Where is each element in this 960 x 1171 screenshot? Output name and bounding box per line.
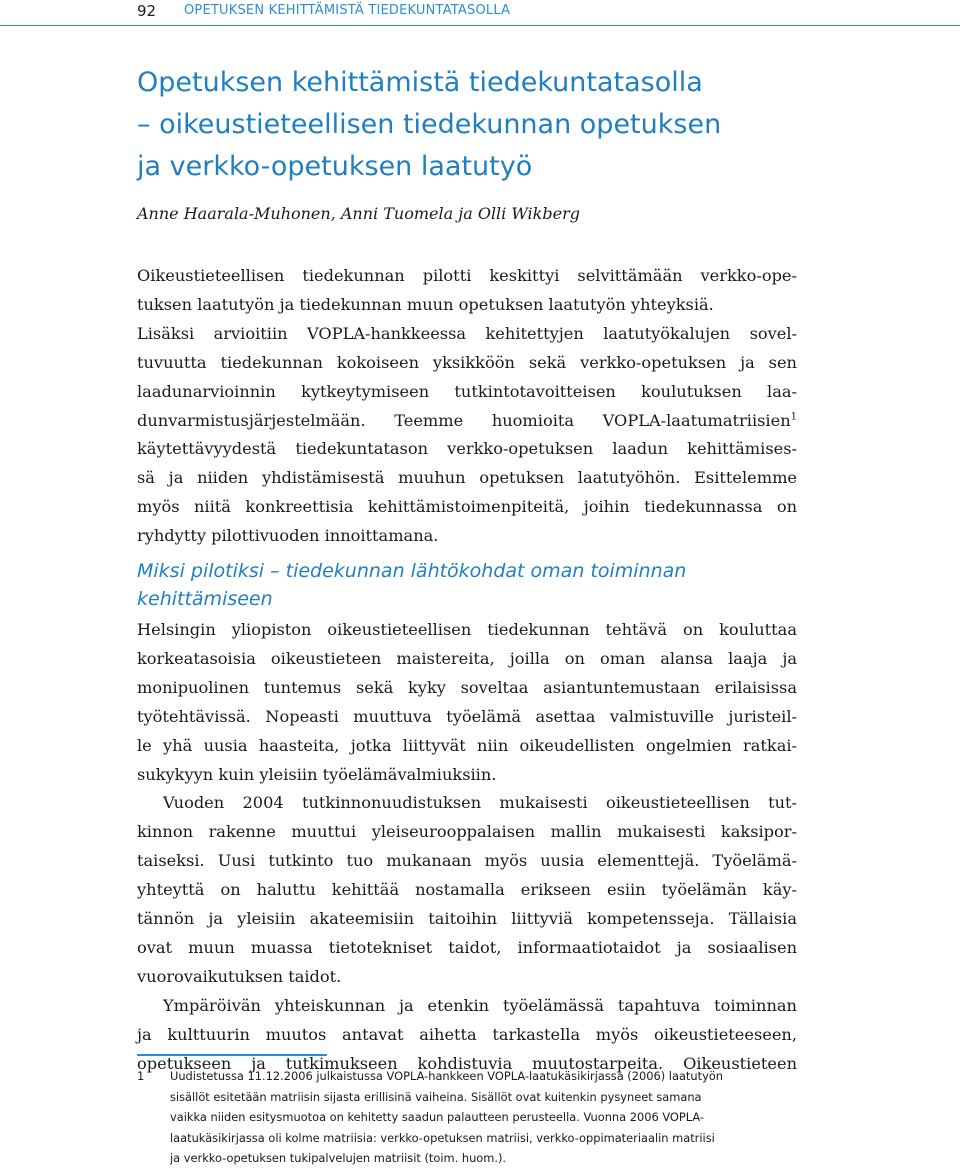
page-header [0, 0, 960, 26]
text-line: työtehtävissä. Nopeasti muuttuva työelämä asettaa valmistuville juristeil- [137, 706, 797, 726]
footnote-line: sisällöt esitetään matriisin sijasta erillisinä vaiheina. Sisällöt ovat kuitenkin pysyneet samana [170, 1089, 702, 1104]
footnote-number: 1 [137, 1069, 145, 1083]
abstract-paragraph [137, 262, 797, 551]
footnote-line: vaikka niiden esitysmuotoa on kehitetty saadun palautteen perusteella. Vuonna 2006 VOPLA- [170, 1110, 705, 1124]
text-line: vuorovaikutuksen taidot. [137, 966, 342, 986]
text-line: tuvuutta tiedekunnan kokoiseen yksikköön sekä verkko-opetuksen ja sen [137, 352, 797, 372]
footnote-text [170, 1066, 797, 1169]
text-line: laadunarvioinnin kytkeytymiseen tutkintotavoitteisen koulutuksen laa- [137, 381, 797, 401]
text-line: monipuolinen tuntemus sekä kyky soveltaa asiantuntemustaan erilaisissa [137, 677, 797, 697]
page-number: 92 [137, 2, 157, 20]
footnote-line: laatukäsikirjassa oli kolme matriisia: verkko-opetuksen matriisi, verkko-oppimateriaalin matriisi [170, 1130, 715, 1145]
text-line: ryhdytty pilottivuoden innoittamana. [137, 526, 439, 546]
title-line: ja verkko-opetuksen laatutyö [137, 151, 533, 182]
text-line: myös niitä konkreettisia kehittämistoimenpiteitä, joihin tiedekunnassa on [137, 497, 797, 517]
text-fragment: dunvarmistusjärjestelmään. Teemme huomioita VOPLA-laatumatriisien [137, 410, 791, 430]
footnote-line: ja verkko-opetuksen tukipalvelujen matriisit (toim. huom.). [170, 1151, 507, 1165]
heading-line: kehittämiseen [137, 588, 273, 610]
text-line: ovat muun muassa tietotekniset taidot, informaatiotaidot ja sosiaalisen [137, 937, 797, 957]
text-line: Vuoden 2004 tutkinnonuudistuksen mukaisesti oikeustieteellisen tut- [163, 793, 797, 813]
text-line: Ympäröivän yhteiskunnan ja etenkin työelämässä tapahtuva toiminnan [163, 995, 797, 1015]
text-line: sä ja niiden yhdistämisestä muuhun opetuksen laatutyöhön. Esittelemme [137, 468, 797, 488]
footnote-marker: 1 [790, 411, 797, 423]
text-line [137, 407, 797, 436]
section-heading [137, 557, 686, 613]
title-line: – oikeustieteellisen tiedekunnan opetuksen [137, 109, 722, 140]
text-line: sukykyyn kuin yleisiin työelämävalmiuksiin. [137, 764, 497, 784]
text-line: käytettävyydestä tiedekuntatason verkko-opetuksen laadun kehittämises- [137, 439, 797, 459]
text-line: opetukseen ja tutkimukseen kohdistuvia muutostarpeita. Oikeustieteen [137, 1053, 797, 1073]
text-line: ja kulttuurin muutos antavat aihetta tarkastella myös oikeustieteeseen, [137, 1024, 797, 1044]
section-body [137, 616, 797, 1079]
article-title [137, 62, 721, 188]
text-line: yhteyttä on haluttu kehittää nostamalla erikseen esiin työelämän käy- [137, 880, 797, 900]
heading-line: Miksi pilotiksi – tiedekunnan lähtökohdat oman toiminnan [137, 560, 687, 582]
text-line: kinnon rakenne muuttui yleiseurooppalaisen mallin mukaisesti kaksipor- [137, 822, 797, 842]
text-line: korkeatasoisia oikeustieteen maistereita, joilla on oman alansa laaja ja [137, 648, 797, 668]
text-line: tännön ja yleisiin akateemisiin taitoihin liittyviä kompetensseja. Tällaisia [137, 909, 797, 929]
title-line: Opetuksen kehittämistä tiedekuntatasolla [137, 67, 703, 98]
text-line: tuksen laatutyön ja tiedekunnan muun opetuksen laatutyön yhteyksiä. [137, 294, 714, 314]
footnote-divider [137, 1054, 327, 1056]
footnote-line: Uudistetussa 11.12.2006 julkaistussa VOPLA-hankkeen VOPLA-laatukäsikirjassa (2006) laatutyön [170, 1069, 724, 1083]
running-head: OPETUKSEN KEHITTÄMISTÄ TIEDEKUNTATASOLLA [184, 3, 511, 18]
text-line: Lisäksi arvioitiin VOPLA-hankkeessa kehitettyjen laatutyökalujen sovel- [137, 323, 797, 343]
text-line: taiseksi. Uusi tutkinto tuo mukanaan myös uusia elementtejä. Työelämä- [137, 851, 797, 871]
text-line: Oikeustieteellisen tiedekunnan pilotti keskittyi selvittämään verkko-ope- [137, 266, 797, 285]
authors-line: Anne Haarala-Muhonen, Anni Tuomela ja Olli Wikberg [137, 204, 580, 223]
text-line: le yhä uusia haasteita, jotka liittyvät niin oikeudellisten ongelmien ratkai- [137, 735, 797, 755]
text-line: Helsingin yliopiston oikeustieteellisen tiedekunnan tehtävä on kouluttaa [137, 620, 797, 639]
